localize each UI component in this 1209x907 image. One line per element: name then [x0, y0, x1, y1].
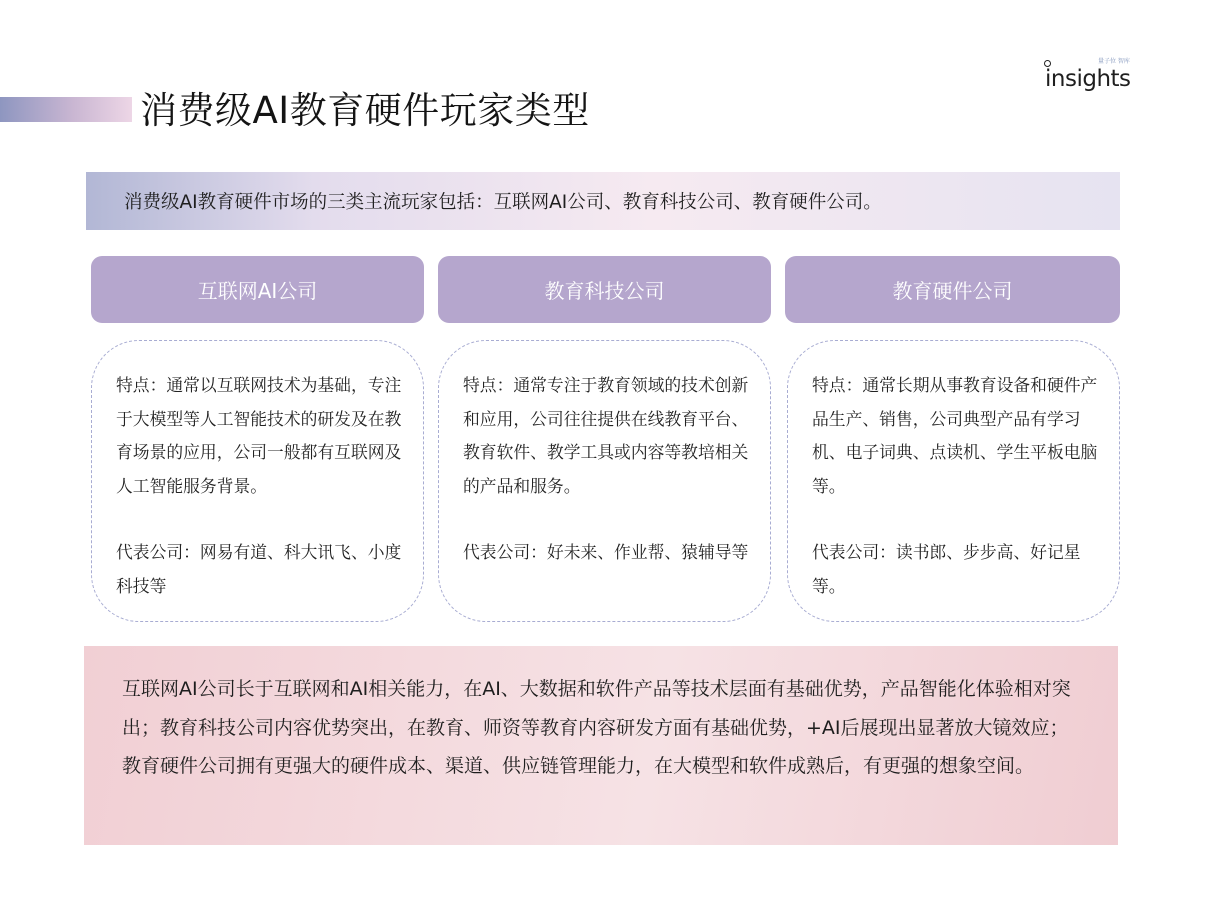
column-features: 特点：通常以互联网技术为基础，专注于大模型等人工智能技术的研发及在教育场景的应用，公司一般都有互联网及人工智能服务背景。 [116, 375, 402, 496]
column-header-edtech [438, 256, 771, 323]
column-features: 特点：通常长期从事教育设备和硬件产品生产、销售，公司典型产品有学习机、电子词典、点读机、学生平板电脑等。 [812, 375, 1098, 496]
page-title: 消费级AI教育硬件玩家类型 [140, 89, 590, 132]
column-features: 特点：通常专注于教育领域的技术创新和应用，公司往往提供在线教育平台、教育软件、教学工具或内容等教培相关的产品和服务。 [463, 375, 749, 496]
column-representatives: 代表公司：读书郎、步步高、好记星等。 [812, 542, 1081, 596]
intro-text: 消费级AI教育硬件市场的三类主流玩家包括：互联网AI公司、教育科技公司、教育硬件公司。 [124, 192, 882, 213]
column-card-edtech [438, 340, 771, 622]
intro-banner [86, 172, 1120, 230]
summary-banner [84, 646, 1118, 845]
insights-logo [1040, 58, 1132, 98]
column-card-internet-ai [91, 340, 424, 622]
title-accent-bar [0, 97, 132, 122]
column-header-internet-ai [91, 256, 424, 323]
logo-subtitle: 量子位 智库 [1098, 58, 1130, 65]
column-title: 教育科技公司 [544, 279, 665, 303]
summary-text: 互联网AI公司长于互联网和AI相关能力，在AI、大数据和软件产品等技术层面有基础优势，产品智能化体验相对突出；教育科技公司内容优势突出，在教育、师资等教育内容研发方面有基础优势，+AI后展现出显著放大镜效应；教育硬件公司拥有更强大的硬件成本、渠道、供应链管理能力，在大模型和软件成熟后，有更强的想象空间。 [122, 678, 1071, 777]
column-title: 互联网AI公司 [197, 279, 318, 303]
column-representatives: 代表公司：好未来、作业帮、猿辅导等 [463, 542, 749, 562]
logo-text: insights [1045, 66, 1131, 92]
column-title: 教育硬件公司 [892, 279, 1013, 303]
column-card-edu-hardware [787, 340, 1120, 622]
column-header-edu-hardware [785, 256, 1120, 323]
column-representatives: 代表公司：网易有道、科大讯飞、小度科技等 [116, 542, 402, 596]
